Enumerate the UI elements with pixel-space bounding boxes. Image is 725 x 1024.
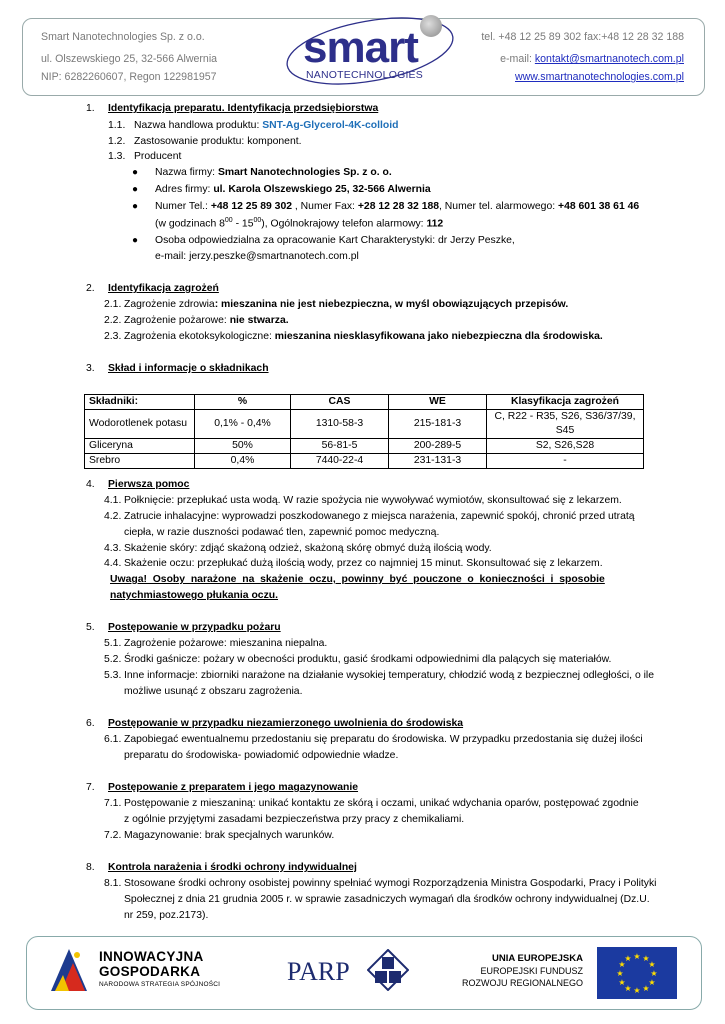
bullet-icon: ●: [132, 184, 139, 195]
item-1-2: Zastosowanie produktu: komponent.: [134, 136, 302, 147]
section-4-title: Pierwsza pomoc: [108, 479, 190, 490]
column-header: CAS: [291, 395, 389, 410]
item-4-2-line1: Zatrucie inhalacyjne: wyprowadzi poszkodowanego z miejsca narażenia, zapewnić spokój, chronić przed utratą: [124, 511, 635, 522]
section-3-title: Skład i informacje o składnikach: [108, 363, 269, 374]
item-8-1-line1: Stosowane środki ochrony osobistej powinny spełniać wymogi Rozporządzenia Ministra Gospodarki, Pracy i Polityki: [124, 878, 657, 889]
eco-hazard-label: Zagrożenia ekotoksykologiczne:: [124, 331, 275, 342]
hours-text: (w godzinach 8: [155, 218, 225, 230]
eu-fund-line1: EUROPEJSKI FUNDUSZ: [480, 966, 583, 976]
column-header: Składniki:: [85, 395, 195, 410]
fire-hazard-label: Zagrożenie pożarowe:: [124, 315, 230, 326]
table-cell: 50%: [195, 439, 291, 454]
item-4-4: Skażenie oczu: przepłukać dużą ilością wody, przez co najmniej 15 minut. Skonsultować się z lekarzem.: [124, 558, 603, 569]
item-5-1: Zagrożenie pożarowe: mieszanina niepalna.: [124, 638, 328, 649]
item-5-2-number: 5.2.: [104, 654, 122, 665]
table-cell: -: [487, 454, 644, 469]
emergency-number: 112: [426, 218, 444, 230]
producer-phones: [155, 201, 639, 212]
svg-text:★: ★: [618, 960, 626, 969]
tel-value: +48 12 25 89 302: [210, 201, 293, 212]
ig-title-line1: INNOWACYJNA: [99, 949, 204, 964]
item-5-3-line2: możliwe usunąć z obszaru zagrożenia.: [124, 686, 303, 697]
section-2-title: Identyfikacja zagrożeń: [108, 283, 219, 294]
company-phones: tel. +48 12 25 89 302 fax:+48 12 28 32 188: [481, 31, 684, 43]
table-cell: Srebro: [85, 454, 195, 469]
table-cell: 0,4%: [195, 454, 291, 469]
section-6-title: Postępowanie w przypadku niezamierzonego uwolnienia do środowiska: [108, 718, 464, 729]
emergency-label: ), Ogólnokrajowy telefon alarmowy:: [261, 218, 427, 230]
table-cell: Wodorotlenek potasu: [85, 410, 195, 439]
producer-address-value: ul. Karola Olszewskiego 25, 32-566 Alwernia: [213, 184, 431, 195]
composition-table: [84, 394, 644, 469]
producer-address: [155, 184, 431, 195]
tel-label: Numer Tel.:: [155, 201, 211, 212]
svg-text:★: ★: [648, 978, 656, 987]
eye-warning-line1: Uwaga! Osoby narażone na skażenie oczu, powinny być pouczone o konieczności i sposobie: [110, 574, 605, 585]
item-4-2-line2: ciepła, w razie duszności podawać tlen, zapewnić pomoc medyczną.: [124, 527, 440, 538]
item-2-3: [124, 331, 603, 342]
item-8-1-line2: Społecznej z dnia 21 grudnia 2005 r. w sprawie zasadniczych wymagań dla środków ochrony indywidualnej (Dz.U.: [124, 894, 650, 905]
item-1-3-number: 1.3.: [108, 151, 126, 162]
table-cell: 1310-58-3: [291, 410, 389, 439]
section-8-title: Kontrola narażenia i środki ochrony indywidualnej: [108, 862, 357, 873]
svg-text:★: ★: [616, 969, 624, 978]
item-6-1-line2: preparatu do środowiska- powiadomić odpowiednie władze.: [124, 750, 399, 761]
health-hazard-label: Zagrożenie zdrowia: [124, 299, 215, 310]
item-7-1-number: 7.1.: [104, 798, 122, 809]
item-1-1: [134, 120, 398, 131]
section-4-number: 4.: [86, 479, 95, 490]
section-5-number: 5.: [86, 622, 95, 633]
table-cell: S2, S26,S28: [487, 439, 644, 454]
section-1-title: Identyfikacja preparatu. Identyfikacja przedsiębiorstwa: [108, 103, 379, 114]
hours-sup: 00: [224, 217, 233, 224]
section-8-number: 8.: [86, 862, 95, 873]
producer-name-label: Nazwa firmy:: [155, 167, 218, 178]
item-7-2-number: 7.2.: [104, 830, 122, 841]
email-label: e-mail:: [500, 53, 535, 65]
section-1-number: 1.: [86, 103, 95, 114]
item-5-3-number: 5.3.: [104, 670, 122, 681]
item-5-3-line1: Inne informacje: zbiorniki narażone na działanie wysokiej temperatury, chłodzić wodą z bezpiecznej odległości, o ile: [124, 670, 655, 681]
item-1-3: Producent: [134, 151, 182, 162]
item-4-1: Połknięcie: przepłukać usta wodą. W razie spożycia nie wywoływać wymiotów, skonsultować się z lekarzem.: [124, 495, 622, 506]
eu-title: UNIA EUROPEJSKA: [492, 953, 583, 964]
item-5-1-number: 5.1.: [104, 638, 122, 649]
bullet-icon: ●: [132, 235, 139, 246]
funding-footer: [26, 936, 702, 1010]
producer-address-label: Adres firmy:: [155, 184, 214, 195]
innovative-economy-logo-icon: [47, 945, 91, 997]
item-1-2-number: 1.2.: [108, 136, 126, 147]
producer-name-value: Smart Nanotechnologies Sp. z o. o.: [217, 167, 392, 178]
item-7-1-line1: Postępowanie z mieszaniną: unikać kontaktu ze skórą i oczami, unikać wdychania oparów, postępować zgodnie: [124, 798, 639, 809]
fax-label: , Numer Fax:: [292, 201, 358, 212]
table-row: [85, 439, 644, 454]
table-cell: 7440-22-4: [291, 454, 389, 469]
table-cell: 215-181-3: [389, 410, 487, 439]
smart-logo: [278, 11, 458, 95]
item-4-3-number: 4.3.: [104, 543, 122, 554]
column-header: Klasyfikacja zagrożeń: [487, 395, 644, 410]
bullet-icon: ●: [132, 167, 139, 178]
section-5-title: Postępowanie w przypadku pożaru: [108, 622, 281, 633]
table-row: [85, 410, 644, 439]
email-link[interactable]: kontakt@smartnanotech.com.pl: [534, 53, 684, 65]
section-7-title: Postępowanie z preparatem i jego magazynowanie: [108, 782, 359, 793]
section-3-number: 3.: [86, 363, 95, 374]
item-2-2: [124, 315, 289, 326]
svg-text:★: ★: [618, 978, 626, 987]
svg-text:★: ★: [624, 954, 632, 963]
svg-text:★: ★: [624, 984, 632, 993]
eu-stars-icon: [597, 947, 677, 999]
responsible-person: Osoba odpowiedzialna za opracowanie Kart Charakterystyki: dr Jerzy Peszke,: [155, 235, 515, 246]
website-link[interactable]: www.smartnanotechnologies.com.pl: [515, 71, 684, 83]
producer-name: [155, 167, 392, 178]
eu-fund-line2: ROZWOJU REGIONALNEGO: [461, 978, 583, 988]
logo-subtitle: NANOTECHNOLOGIES: [306, 69, 423, 81]
table-cell: 231-131-3: [389, 454, 487, 469]
item-2-1: [124, 299, 568, 310]
ig-subtitle: NARODOWA STRATEGIA SPÓJNOŚCI: [99, 981, 221, 988]
hours-sup: 00: [253, 217, 262, 224]
item-4-2-number: 4.2.: [104, 511, 122, 522]
item-2-1-number: 2.1.: [104, 299, 122, 310]
column-header: %: [195, 395, 291, 410]
table-header-row: [85, 395, 644, 410]
table-row: [85, 454, 644, 469]
section-6-number: 6.: [86, 718, 95, 729]
section-7-number: 7.: [86, 782, 95, 793]
letterhead: [22, 18, 705, 96]
trade-name-label: Nazwa handlowa produktu:: [134, 120, 263, 131]
eye-warning-line2: natychmiastowego płukania oczu.: [110, 590, 279, 601]
item-1-1-number: 1.1.: [108, 120, 126, 131]
item-2-3-number: 2.3.: [104, 331, 122, 342]
bullet-icon: ●: [132, 201, 139, 212]
parp-emblem-icon: [367, 949, 409, 991]
eco-hazard-value: mieszanina niesklasyfikowana jako niebezpieczna dla środowiska.: [274, 331, 603, 342]
table-cell: 56-81-5: [291, 439, 389, 454]
ig-title-line2: GOSPODARKA: [99, 964, 201, 979]
logo-wordmark: smart: [303, 23, 418, 72]
company-email-line: [500, 53, 684, 65]
table-cell: 200-289-5: [389, 439, 487, 454]
item-8-1-number: 8.1.: [104, 878, 122, 889]
svg-text:★: ★: [633, 952, 641, 961]
item-4-3: Skażenie skóry: zdjąć skażoną odzież, skażoną skórę obmyć dużą ilością wody.: [124, 543, 492, 554]
svg-text:★: ★: [642, 984, 650, 993]
eu-flag-icon: [597, 947, 677, 999]
item-2-2-number: 2.2.: [104, 315, 122, 326]
company-address: ul. Olszewskiego 25, 32-566 Alwernia: [41, 53, 218, 65]
parp-logo-text: PARP: [287, 957, 350, 986]
responsible-email: e-mail: jerzy.peszke@smartnanotech.com.pl: [155, 251, 359, 262]
section-2-number: 2.: [86, 283, 95, 294]
item-7-1-line2: z ogólnie przyjętymi zasadami bezpieczeństwa przy pracy z chemikaliami.: [124, 814, 465, 825]
item-6-1-number: 6.1.: [104, 734, 122, 745]
item-8-1-line3: nr 259, poz.2173).: [124, 910, 209, 921]
hours-text: - 15: [232, 218, 254, 230]
column-header: WE: [389, 395, 487, 410]
svg-text:★: ★: [648, 960, 656, 969]
company-website: [515, 71, 684, 83]
item-4-1-number: 4.1.: [104, 495, 122, 506]
item-6-1-line1: Zapobiegać ewentualnemu przedostaniu się preparatu do środowiska. W przypadku przedostania się dużej ilości: [124, 734, 643, 745]
alarm-value: +48 601 38 61 46: [558, 201, 640, 212]
table-cell: C, R22 - R35, S26, S36/37/39, S45: [487, 410, 644, 439]
producer-hours: [155, 217, 443, 229]
item-4-4-number: 4.4.: [104, 558, 122, 569]
product-name: SNT-Ag-Glycerol-4K-colloid: [262, 120, 399, 131]
svg-text:★: ★: [642, 954, 650, 963]
company-name: Smart Nanotechnologies Sp. z o.o.: [41, 31, 205, 43]
item-5-2: Środki gaśnicze: pożary w obecności produktu, gasić środkami odpowiednimi dla palących się materiałów.: [124, 654, 612, 665]
company-ids: NIP: 6282260607, Regon 122981957: [41, 71, 217, 83]
table-cell: Gliceryna: [85, 439, 195, 454]
svg-text:★: ★: [650, 969, 658, 978]
fire-hazard-value: nie stwarza.: [229, 315, 289, 326]
table-cell: 0,1% - 0,4%: [195, 410, 291, 439]
logo-sphere-icon: [420, 15, 442, 37]
svg-text:★: ★: [633, 986, 641, 995]
health-hazard-value: : mieszanina nie jest niebezpieczna, w myśl obowiązujących przepisów.: [214, 299, 569, 310]
alarm-label: , Numer tel. alarmowego:: [439, 201, 558, 212]
item-7-2: Magazynowanie: brak specjalnych warunków.: [124, 830, 335, 841]
fax-value: +28 12 28 32 188: [357, 201, 440, 212]
